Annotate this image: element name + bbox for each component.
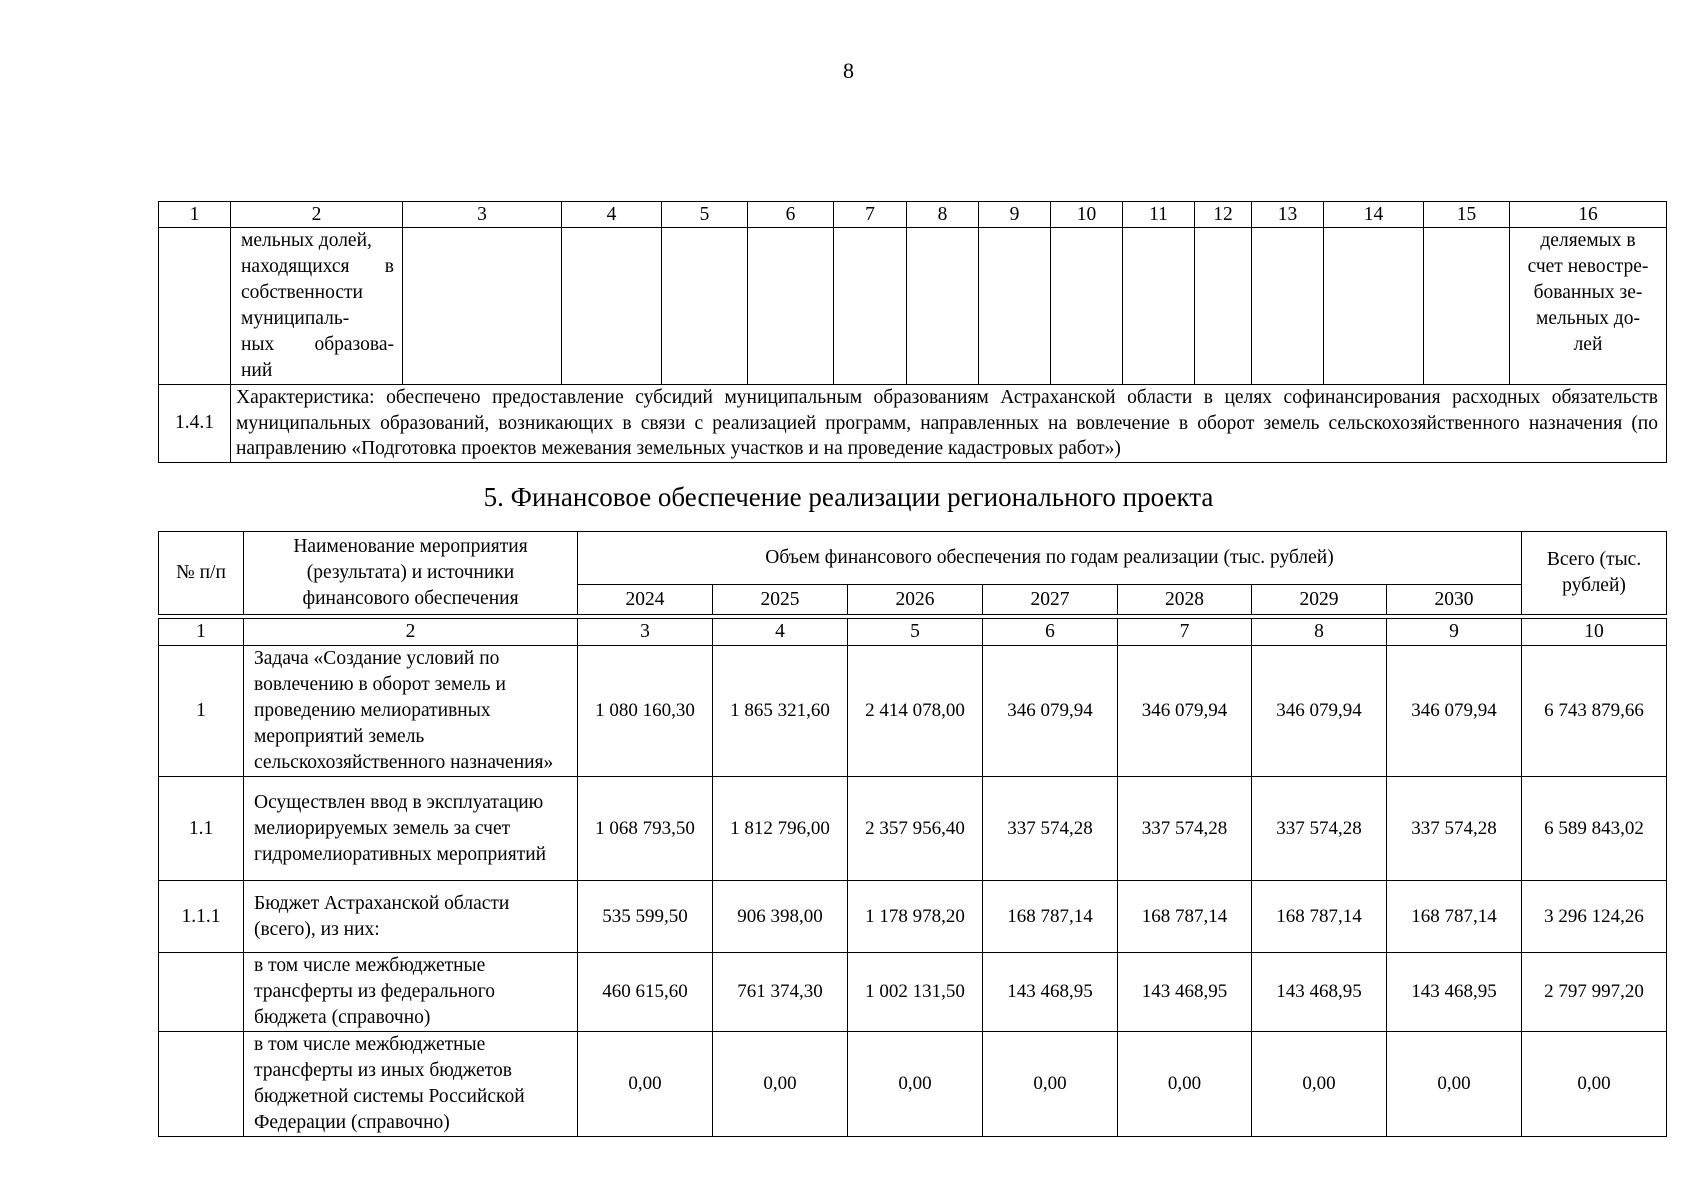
- row-number: 1.1.1: [159, 881, 244, 953]
- col-number: 2: [231, 202, 403, 228]
- result-name-cell: [231, 228, 403, 385]
- empty-cell: [907, 228, 979, 385]
- value-cell: 143 468,95: [983, 953, 1118, 1032]
- finance-table: [158, 531, 1667, 1137]
- row-number: [159, 1032, 244, 1137]
- col-number: 7: [834, 202, 907, 228]
- value-cell: 143 468,95: [1252, 953, 1387, 1032]
- table-row: [159, 646, 1667, 777]
- text-line: мельных до-: [1536, 308, 1640, 329]
- header-number: № п/п: [159, 532, 244, 615]
- col-number: 4: [562, 202, 662, 228]
- value-cell: 2 357 956,40: [848, 777, 983, 881]
- value-cell: 1 080 160,30: [578, 646, 713, 777]
- text-line: деляемых в: [1540, 230, 1636, 251]
- col-number: 9: [979, 202, 1051, 228]
- col-number: 10: [1522, 619, 1667, 646]
- text-line: бованных зе-: [1533, 282, 1643, 303]
- value-cell: 337 574,28: [1387, 777, 1522, 881]
- col-number: 14: [1324, 202, 1424, 228]
- value-cell: 1 068 793,50: [578, 777, 713, 881]
- col-number: 15: [1424, 202, 1510, 228]
- value-cell: 143 468,95: [1118, 953, 1252, 1032]
- characteristic-text: Характеристика: обеспечено предоставление субсидий муниципальным образованиям Астраханской области в целях софинансирования расходных обязательств муниципальных образований, возникающих в связи с реализацией программ, направленных на вовлечение в оборот земель сельскохозяйственного назначения (по направлению «Подготовка проектов межевания земельных участков и на проведение кадастровых работ»): [231, 385, 1667, 463]
- col-number: 6: [748, 202, 834, 228]
- col-number: 4: [713, 619, 848, 646]
- value-cell: 0,00: [1252, 1032, 1387, 1137]
- row-number: 1.4.1: [159, 385, 231, 463]
- value-cell: 761 374,30: [713, 953, 848, 1032]
- row-name: Бюджет Астраханской области (всего), из них:: [244, 881, 578, 953]
- empty-cell: [1324, 228, 1424, 385]
- empty-cell: [1195, 228, 1252, 385]
- col-number: 9: [1387, 619, 1522, 646]
- row-number: [159, 953, 244, 1032]
- total-cell: 6 743 879,66: [1522, 646, 1667, 777]
- table-row: [159, 1032, 1667, 1137]
- year-cell: 2024: [578, 585, 713, 615]
- row-name: в том числе межбюджетные трансферты из иных бюджетов бюджетной системы Российской Федерации (справочно): [244, 1032, 578, 1137]
- col-number: 2: [244, 619, 578, 646]
- empty-cell: [1051, 228, 1123, 385]
- column-number-row: [159, 619, 1667, 646]
- value-cell: 1 865 321,60: [713, 646, 848, 777]
- row-name: в том числе межбюджетные трансферты из федерального бюджета (справочно): [244, 953, 578, 1032]
- section-title: 5. Финансовое обеспечение реализации регионального проекта: [483, 482, 1214, 512]
- empty-cell: [834, 228, 907, 385]
- text-line: ний: [241, 360, 273, 381]
- year-cell: 2026: [848, 585, 983, 615]
- value-cell: 1 002 131,50: [848, 953, 983, 1032]
- year-cell: 2027: [983, 585, 1118, 615]
- col-number: 16: [1510, 202, 1667, 228]
- header-name: Наименование мероприятия (результата) и источники финансового обеспечения: [244, 532, 578, 615]
- value-cell: 0,00: [848, 1032, 983, 1137]
- text-line: находящихся в: [241, 256, 394, 277]
- total-cell: 2 797 997,20: [1522, 953, 1667, 1032]
- col-number: 1: [159, 619, 244, 646]
- row-number: 1: [159, 646, 244, 777]
- value-cell: 0,00: [578, 1032, 713, 1137]
- value-cell: 0,00: [983, 1032, 1118, 1137]
- column-number-row: [159, 202, 1667, 228]
- empty-cell: [562, 228, 662, 385]
- comment-cell: [1510, 228, 1667, 385]
- value-cell: 168 787,14: [1118, 881, 1252, 953]
- row-name: Осуществлен ввод в эксплуатацию мелиорируемых земель за счет гидромелиоративных мероприятий: [244, 777, 578, 881]
- table-row: [159, 881, 1667, 953]
- empty-cell: [748, 228, 834, 385]
- value-cell: 460 615,60: [578, 953, 713, 1032]
- empty-cell: [1123, 228, 1195, 385]
- empty-cell: [403, 228, 562, 385]
- empty-cell: [159, 228, 231, 385]
- col-number: 13: [1252, 202, 1324, 228]
- empty-cell: [979, 228, 1051, 385]
- characteristic-row: [159, 385, 1667, 463]
- empty-cell: [1424, 228, 1510, 385]
- header-volume: Объем финансового обеспечения по годам реализации (тыс. рублей): [578, 532, 1522, 585]
- col-number: 10: [1051, 202, 1123, 228]
- value-cell: 0,00: [1387, 1032, 1522, 1137]
- value-cell: 337 574,28: [1118, 777, 1252, 881]
- value-cell: 0,00: [1118, 1032, 1252, 1137]
- total-cell: 6 589 843,02: [1522, 777, 1667, 881]
- value-cell: 2 414 078,00: [848, 646, 983, 777]
- col-number: 8: [1252, 619, 1387, 646]
- total-cell: 0,00: [1522, 1032, 1667, 1137]
- table-row: [159, 953, 1667, 1032]
- header-total: Всего (тыс. рублей): [1522, 532, 1667, 615]
- value-cell: 346 079,94: [983, 646, 1118, 777]
- value-cell: 346 079,94: [1252, 646, 1387, 777]
- year-cell: 2029: [1252, 585, 1387, 615]
- text-line: лей: [1573, 334, 1603, 355]
- value-cell: 168 787,14: [983, 881, 1118, 953]
- year-cell: 2028: [1118, 585, 1252, 615]
- value-cell: 535 599,50: [578, 881, 713, 953]
- continued-row: [159, 228, 1667, 385]
- value-cell: 906 398,00: [713, 881, 848, 953]
- value-cell: 346 079,94: [1118, 646, 1252, 777]
- col-number: 6: [983, 619, 1118, 646]
- year-cell: 2030: [1387, 585, 1522, 615]
- row-number: 1.1: [159, 777, 244, 881]
- col-number: 11: [1123, 202, 1195, 228]
- col-number: 7: [1118, 619, 1252, 646]
- value-cell: 1 812 796,00: [713, 777, 848, 881]
- value-cell: 0,00: [713, 1032, 848, 1137]
- value-cell: 168 787,14: [1387, 881, 1522, 953]
- value-cell: 337 574,28: [983, 777, 1118, 881]
- value-cell: 143 468,95: [1387, 953, 1522, 1032]
- text-line: муниципаль-: [241, 308, 350, 329]
- col-number: 8: [907, 202, 979, 228]
- row-name: Задача «Создание условий по вовлечению в оборот земель и проведению мелиоративных мероприятий земель сельскохозяйственного назначения»: [244, 646, 578, 777]
- col-number: 12: [1195, 202, 1252, 228]
- empty-cell: [1252, 228, 1324, 385]
- text-line: счет невостре-: [1527, 256, 1649, 277]
- value-cell: 1 178 978,20: [848, 881, 983, 953]
- col-number: 5: [662, 202, 748, 228]
- col-number: 3: [403, 202, 562, 228]
- col-number: 5: [848, 619, 983, 646]
- text-line: собственности: [241, 282, 363, 303]
- value-cell: 346 079,94: [1387, 646, 1522, 777]
- col-number: 3: [578, 619, 713, 646]
- project-table-continued: [158, 201, 1667, 463]
- total-cell: 3 296 124,26: [1522, 881, 1667, 953]
- table-row: [159, 777, 1667, 881]
- year-cell: 2025: [713, 585, 848, 615]
- page-number: 8: [843, 58, 854, 83]
- col-number: 1: [159, 202, 231, 228]
- text-line: ных образова-: [241, 334, 394, 355]
- header-row: [159, 532, 1667, 585]
- empty-cell: [662, 228, 748, 385]
- value-cell: 337 574,28: [1252, 777, 1387, 881]
- text-line: мельных долей,: [241, 230, 372, 251]
- value-cell: 168 787,14: [1252, 881, 1387, 953]
